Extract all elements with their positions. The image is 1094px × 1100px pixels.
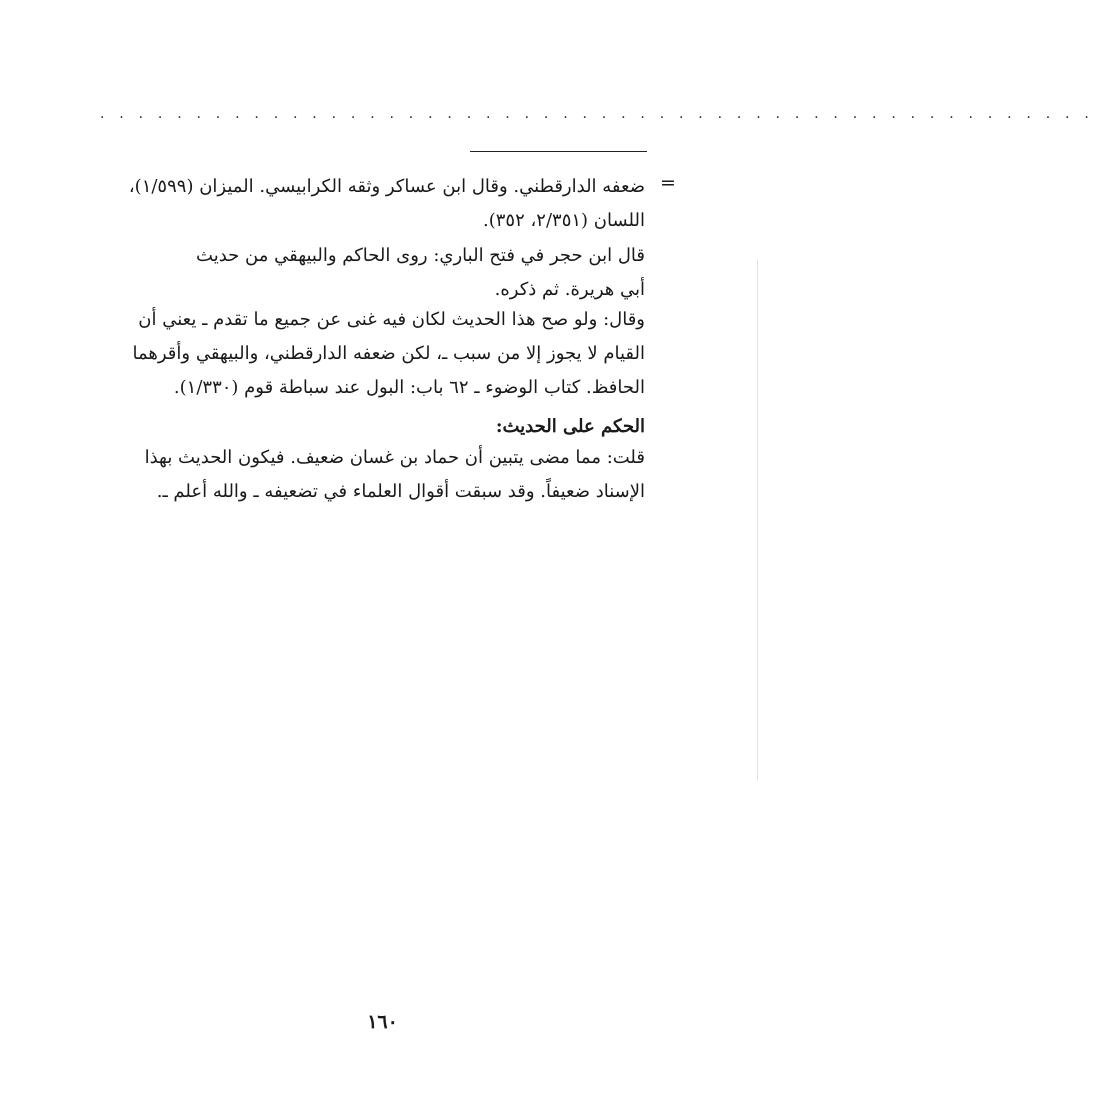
footnote-rule — [470, 151, 647, 152]
page-edge-line — [757, 260, 758, 780]
ruling-heading: الحكم على الحديث: — [495, 416, 645, 437]
continued-quote-line-3: الحافظ. كتاب الوضوء ـ ٦٢ باب: البول عند سباطة قوم (١/٣٣٠). — [173, 377, 645, 398]
ibn-hajar-paragraph — [95, 239, 645, 307]
continued-quote-line-1: وقال: ولو صح هذا الحديث لكان فيه غنى عن جميع ما تقدم ـ يعني أن — [138, 309, 645, 330]
ruling-paragraph — [95, 441, 645, 509]
continuation-marker: = — [660, 172, 676, 194]
page-number: ١٦٠ — [367, 1011, 398, 1033]
ruling-line-2: الإسناد ضعيفاً. وقد سبقت أقوال العلماء في تضعيفه ـ والله أعلم ـ. — [156, 481, 645, 502]
footnote-line-2: اللسان (٢/٣٥١، ٣٥٢). — [483, 210, 645, 231]
ibn-hajar-line-1: قال ابن حجر في فتح الباري: روى الحاكم والبيهقي من حديث — [196, 245, 645, 266]
footnote-line-1: ضعفه الدارقطني. وقال ابن عساكر وثقه الكرابيسي. الميزان (١/٥٩٩)، — [128, 176, 645, 197]
dotted-separator: . . . . . . . . . . . . . . . . . . . . . . . . . . . . . . . . . . . . . . . . . . . . . . . . . . . . — [100, 106, 1094, 122]
footnote-paragraph — [95, 170, 645, 238]
ibn-hajar-line-2: أبي هريرة. ثم ذكره. — [494, 279, 645, 300]
continued-quote-line-2: القيام لا يجوز إلا من سبب ـ، لكن ضعفه الدارقطني، والبيهقي وأقرهما — [132, 343, 645, 364]
ruling-line-1: قلت: مما مضى يتبين أن حماد بن غسان ضعيف. فيكون الحديث بهذا — [144, 447, 645, 468]
continued-quote-paragraph — [95, 303, 645, 405]
